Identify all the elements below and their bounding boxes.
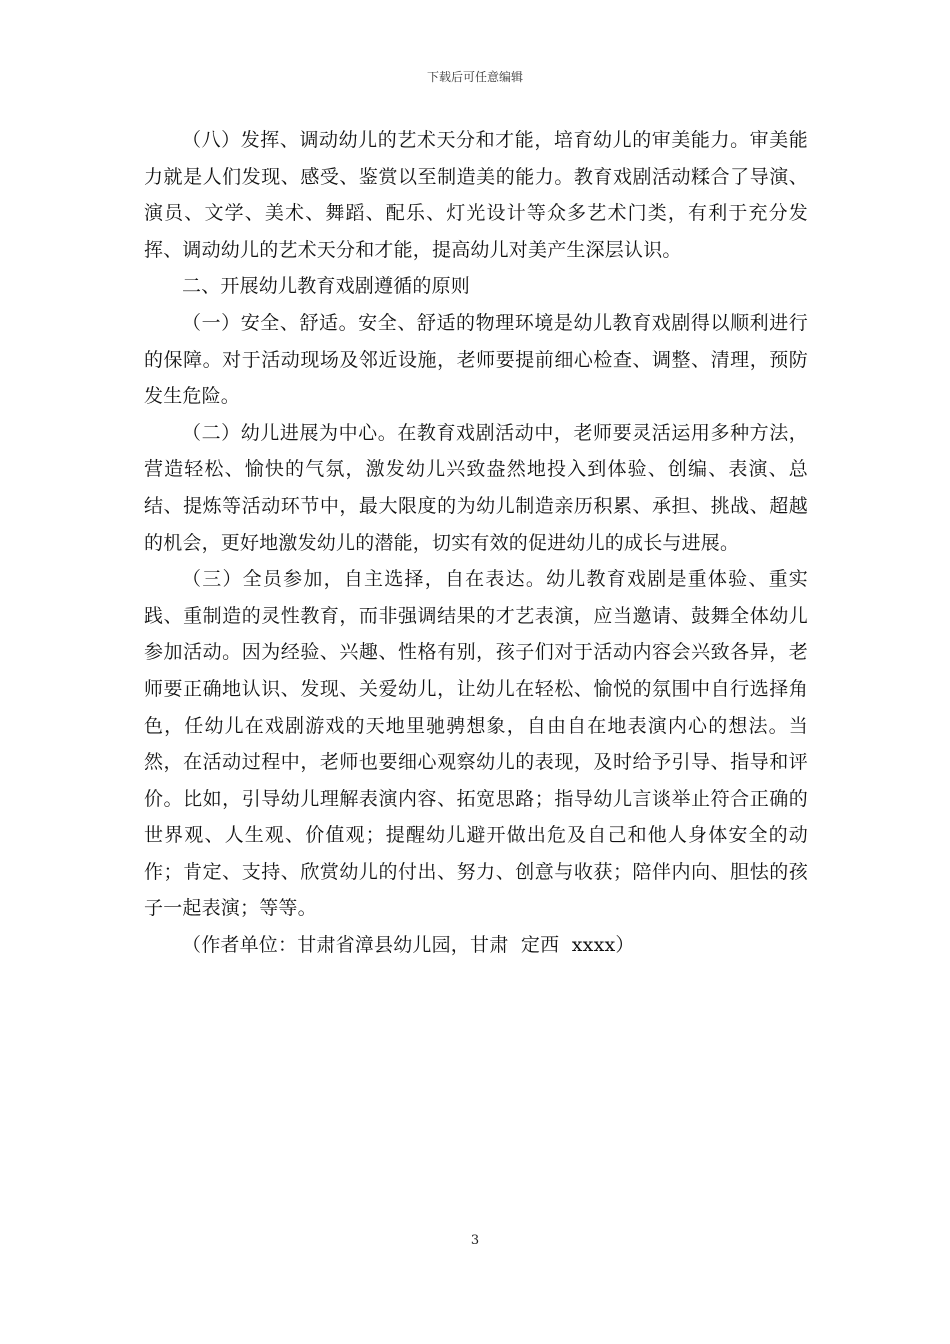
author-affiliation: （作者单位：甘肃省漳县幼儿园，甘肃 定西 xxxx）	[182, 934, 635, 957]
page-number: 3	[470, 1233, 480, 1248]
section-heading-principles: 二、开展幼儿教育戏剧遵循的原则	[182, 275, 471, 298]
paragraph-full-participation: （三）全员参加，自主选择，自在表达。幼儿教育戏剧是重体验、重实践、重制造的灵性教育，而非强调结果的才艺表演，应当邀请、鼓舞全体幼儿参加活动。因为经验、兴趣、性格有别，孩子们对于活动内容会兴致各异，老师要正确地认识、发现、关爱幼儿，让幼儿在轻松、愉悦的氛围中自行选择角色，任幼儿在戏剧游戏的天地里驰骋想象，自由自在地表演内心的想法。当然，在活动过程中，老师也要细心观察幼儿的表现，及时给予引导、指导和评价。比如，引导幼儿理解表演内容、拓宽思路；指导幼儿言谈举止符合正确的世界观、人生观、价值观；提醒幼儿避开做出危及自己和他人身体安全的动作；肯定、支持、欣赏幼儿的付出、努力、创意与收获；陪伴内向、胆怯的孩子一起表演；等等。	[144, 568, 808, 920]
paragraph-safety: （一）安全、舒适。安全、舒适的物理环境是幼儿教育戏剧得以顺利进行的保障。对于活动现场及邻近设施，老师要提前细心检查、调整、清理，预防发生危险。	[144, 311, 808, 408]
paragraph-child-centered: （二）幼儿进展为中心。在教育戏剧活动中，老师要灵活运用多种方法，营造轻松、愉快的气氛，激发幼儿兴致盎然地投入到体验、创编、表演、总结、提炼等活动环节中，最大限度的为幼儿制造亲历积累、承担、挑战、超越的机会，更好地激发幼儿的潜能，切实有效的促进幼儿的成长与进展。	[144, 421, 808, 554]
paragraph-art-talent: （八）发挥、调动幼儿的艺术天分和才能，培育幼儿的审美能力。审美能力就是人们发现、感受、鉴赏以至制造美的能力。教育戏剧活动糅合了导演、演员、文学、美术、舞蹈、配乐、灯光设计等众多艺术门类，有利于充分发挥、调动幼儿的艺术天分和才能，提高幼儿对美产生深层认识。	[144, 129, 808, 261]
page-header: 下载后可任意编辑	[426, 70, 523, 84]
document-body	[144, 122, 808, 964]
